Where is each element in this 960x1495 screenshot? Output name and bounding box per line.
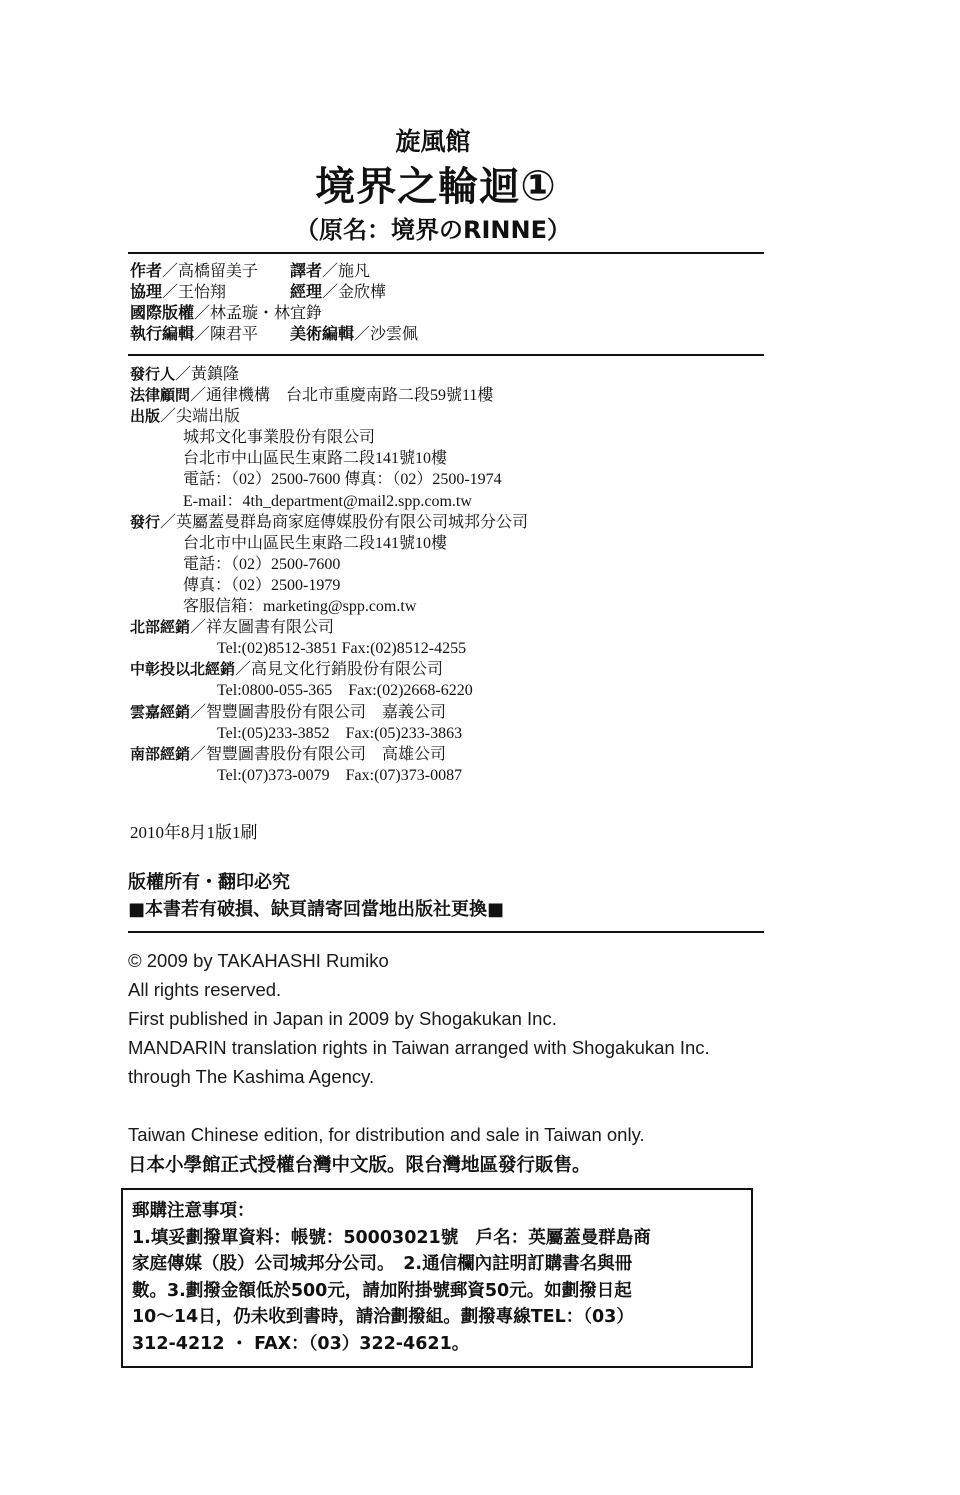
original-title: （原名：境界のRINNE） (295, 216, 571, 244)
divider (128, 354, 764, 356)
notice-line: 家庭傳媒（股）公司城邦分公司。 2.通信欄內註明訂購書名與冊 (132, 1254, 633, 1274)
central-value: ／高見文化行銷股份有限公司 (235, 661, 444, 679)
credit-label: 譯者 (290, 261, 323, 280)
credit-label: 作者 (130, 261, 163, 280)
copyright-line: © 2009 by TAKAHASHI Rumiko (128, 950, 389, 971)
north-contact: Tel:(02)8512-3851 Fax:(02)8512-4255 (217, 640, 467, 658)
credit-value: ／陳君平 (194, 324, 259, 343)
credit-row (130, 302, 322, 323)
south-value: ／智豐圖書股份有限公司 高雄公司 (190, 745, 447, 763)
press-email: E-mail：4th_department@mail2.spp.com.tw (183, 492, 472, 510)
divider (128, 252, 764, 254)
book-title-text: 境界之輪迴 (315, 164, 521, 210)
credit-row (290, 260, 370, 281)
press-value: ／尖端出版 (160, 408, 241, 426)
distributor-detail-line: 傳真：（02）2500-1979 (183, 576, 341, 594)
distributor-email: 客服信箱：marketing@spp.com.tw (183, 598, 417, 616)
north-value: ／祥友圖書有限公司 (190, 619, 335, 637)
distributor-line (130, 512, 528, 533)
press-label: 出版 (130, 407, 161, 426)
issuer-value: ／黃鎮隆 (175, 366, 240, 383)
central-contact: Tel:0800-055-365 Fax:(02)2668-6220 (217, 682, 473, 700)
north-distributor (130, 617, 528, 638)
chiayi-contact: Tel:(05)233-3852 Fax:(05)233-3863 (217, 724, 463, 742)
rights-reserved: 版權所有・翻印必究 (128, 872, 290, 893)
distributor-detail-line: 電話：（02）2500-7600 (183, 555, 341, 573)
copyright-line: through The Kashima Agency. (128, 1066, 375, 1087)
copyright-line: All rights reserved. (128, 979, 282, 1000)
credit-row (130, 323, 258, 344)
copyright-line: First published in Japan in 2009 by Shogakukan Inc. (128, 1008, 557, 1029)
damage-notice: ■本書若有破損、缺頁請寄回當地出版社更換■ (128, 899, 505, 920)
credit-value: ／沙雲佩 (354, 324, 419, 343)
legal-line (130, 385, 528, 406)
credit-row (290, 323, 418, 344)
legal-label: 法律顧問 (130, 386, 191, 405)
notice-line: 1.填妥劃撥單資料：帳號：50003021號 戶名：英屬蓋曼群島商 (132, 1227, 651, 1248)
notice-title: 郵購注意事項： (132, 1201, 255, 1221)
notice-line: 數。3.劃撥金額低於500元，請加附掛號郵資50元。如劃撥日起 (132, 1280, 632, 1301)
credit-row (130, 281, 226, 302)
copyright-line: MANDARIN translation rights in Taiwan arranged with Shogakukan Inc. (128, 1037, 710, 1058)
credit-value: ／金欣樺 (322, 282, 387, 301)
copyright-block (128, 946, 710, 1091)
credit-row (130, 260, 258, 281)
chiayi-value: ／智豐圖書股份有限公司 嘉義公司 (190, 703, 447, 721)
credit-label: 執行編輯 (130, 324, 195, 343)
press-detail-line: 電話：（02）2500-7600 傳真：（02）2500-1974 (183, 471, 502, 489)
chiayi-label: 雲嘉經銷 (130, 702, 191, 721)
credit-label: 國際版權 (130, 303, 195, 322)
notice-line: 10～14日，仍未收到書時，請洽劃撥組。劃撥專線TEL：（03） (132, 1307, 634, 1327)
issuer-label: 發行人 (130, 365, 176, 383)
edition-date: 2010年8月1版1刷 (130, 823, 258, 842)
north-label: 北部經銷 (130, 618, 191, 637)
chiayi-distributor (130, 702, 528, 723)
taiwan-edition-note: Taiwan Chinese edition, for distribution and sale in Taiwan only. (128, 1124, 645, 1145)
volume-number: ① (520, 161, 557, 210)
press-detail-line: 台北市中山區民生東路二段141號10樓 (183, 450, 448, 468)
credit-label: 經理 (290, 282, 323, 301)
press-detail-line: 城邦文化事業股份有限公司 (183, 429, 376, 447)
distributor-value: ／英屬蓋曼群島商家庭傳媒股份有限公司城邦分公司 (160, 513, 529, 531)
issuer-line (130, 364, 528, 385)
credit-label: 美術編輯 (290, 324, 355, 343)
central-distributor (130, 659, 528, 680)
legal-value: ／通律機構 台北市重慶南路二段59號11樓 (190, 387, 494, 405)
distributor-detail-line: 台北市中山區民生東路二段141號10樓 (183, 534, 448, 552)
credit-value: ／施凡 (322, 261, 371, 280)
central-label: 中彰投以北經銷 (130, 660, 236, 679)
notice-line: 312-4212 ・ FAX：（03）322-4621。 (132, 1333, 470, 1354)
license-note: 日本小學館正式授權台灣中文版。限台灣地區發行販售。 (128, 1155, 591, 1176)
south-label: 南部經銷 (130, 744, 191, 763)
press-line (130, 406, 528, 427)
distributor-label: 發行 (130, 512, 161, 531)
publishing-info (130, 364, 528, 786)
mail-order-notice (132, 1198, 651, 1357)
book-title (0, 155, 872, 212)
credit-value: ／高橋留美子 (162, 261, 259, 280)
credit-value: ／林孟璇・林宜錚 (194, 303, 323, 322)
credit-value: ／王怡翔 (162, 282, 227, 301)
credit-label: 協理 (130, 282, 163, 301)
credit-row (290, 281, 386, 302)
south-distributor (130, 744, 528, 765)
south-contact: Tel:(07)373-0079 Fax:(07)373-0087 (217, 766, 463, 784)
publisher-name: 旋風館 (395, 127, 471, 156)
divider (128, 931, 764, 933)
